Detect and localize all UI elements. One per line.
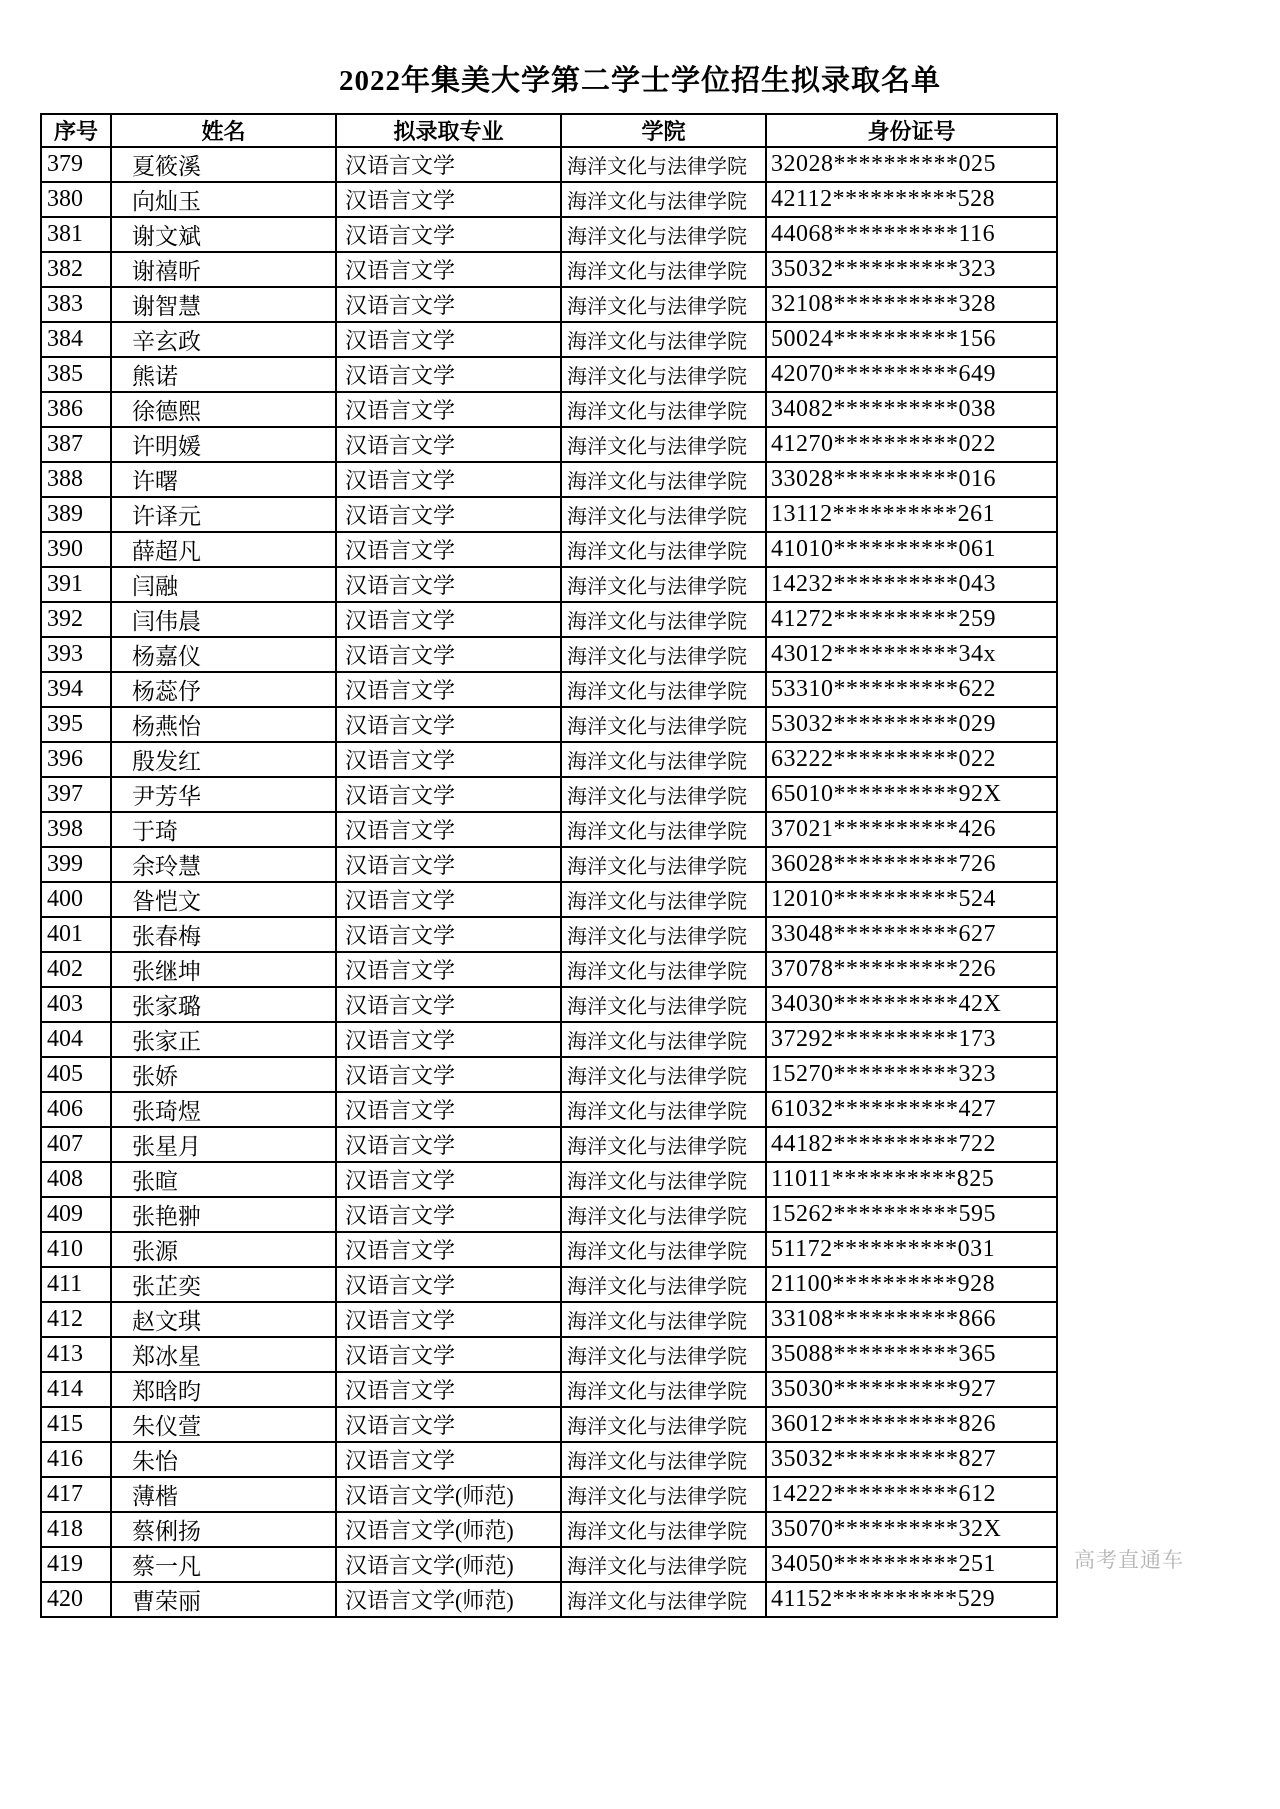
cell-name: 蔡一凡 [111,1547,336,1582]
cell-major: 汉语言文学 [336,357,561,392]
table-row [41,1372,1057,1407]
cell-college: 海洋文化与法律学院 [561,1337,766,1372]
cell-name: 郑晗昀 [111,1372,336,1407]
table-row [41,217,1057,252]
cell-name: 张春梅 [111,917,336,952]
cell-id-number: 12010**********524 [766,882,1057,917]
cell-id-number: 50024**********156 [766,322,1057,357]
page-title: 2022年集美大学第二学士学位招生拟录取名单 [338,65,941,97]
table-row [41,1197,1057,1232]
cell-major: 汉语言文学 [336,882,561,917]
cell-major: 汉语言文学 [336,217,561,252]
cell-seq: 389 [41,497,111,532]
cell-seq: 399 [41,847,111,882]
cell-college: 海洋文化与法律学院 [561,1407,766,1442]
table-row [41,1512,1057,1547]
cell-college: 海洋文化与法律学院 [561,1162,766,1197]
table-row [41,637,1057,672]
cell-seq: 414 [41,1372,111,1407]
cell-college: 海洋文化与法律学院 [561,497,766,532]
header-id-number: 身份证号 [766,114,1057,147]
cell-id-number: 41152**********529 [766,1582,1057,1617]
cell-college: 海洋文化与法律学院 [561,252,766,287]
cell-name: 闫伟晨 [111,602,336,637]
cell-college: 海洋文化与法律学院 [561,707,766,742]
cell-major: 汉语言文学 [336,602,561,637]
cell-id-number: 33048**********627 [766,917,1057,952]
table-row [41,462,1057,497]
cell-name: 夏筱溪 [111,147,336,182]
table-row [41,882,1057,917]
cell-college: 海洋文化与法律学院 [561,1127,766,1162]
cell-major: 汉语言文学 [336,1197,561,1232]
cell-name: 谢禧昕 [111,252,336,287]
cell-id-number: 37078**********226 [766,952,1057,987]
table-row [41,147,1057,182]
table-row [41,952,1057,987]
table-row [41,1302,1057,1337]
cell-id-number: 63222**********022 [766,742,1057,777]
table-row [41,532,1057,567]
cell-seq: 393 [41,637,111,672]
cell-id-number: 53310**********622 [766,672,1057,707]
cell-seq: 383 [41,287,111,322]
cell-major: 汉语言文学 [336,532,561,567]
cell-major: 汉语言文学 [336,1267,561,1302]
table-row [41,1162,1057,1197]
cell-major: 汉语言文学 [336,1092,561,1127]
cell-major: 汉语言文学 [336,1372,561,1407]
cell-major: 汉语言文学 [336,1057,561,1092]
cell-id-number: 36028**********726 [766,847,1057,882]
cell-major: 汉语言文学 [336,672,561,707]
cell-id-number: 35070**********32X [766,1512,1057,1547]
cell-id-number: 37292**********173 [766,1022,1057,1057]
cell-id-number: 34050**********251 [766,1547,1057,1582]
cell-seq: 392 [41,602,111,637]
cell-id-number: 35032**********827 [766,1442,1057,1477]
cell-name: 许曙 [111,462,336,497]
table-row [41,1232,1057,1267]
cell-id-number: 15262**********595 [766,1197,1057,1232]
cell-name: 尹芳华 [111,777,336,812]
table-row [41,602,1057,637]
cell-id-number: 41270**********022 [766,427,1057,462]
cell-name: 熊诺 [111,357,336,392]
cell-name: 辛玄政 [111,322,336,357]
table-row [41,357,1057,392]
table-row [41,672,1057,707]
cell-seq: 412 [41,1302,111,1337]
cell-name: 杨燕怡 [111,707,336,742]
cell-seq: 397 [41,777,111,812]
cell-college: 海洋文化与法律学院 [561,742,766,777]
cell-college: 海洋文化与法律学院 [561,462,766,497]
cell-seq: 402 [41,952,111,987]
cell-name: 张家璐 [111,987,336,1022]
cell-major: 汉语言文学 [336,462,561,497]
cell-id-number: 42112**********528 [766,182,1057,217]
cell-major: 汉语言文学 [336,252,561,287]
cell-name: 张家正 [111,1022,336,1057]
cell-college: 海洋文化与法律学院 [561,532,766,567]
table-row [41,987,1057,1022]
cell-seq: 408 [41,1162,111,1197]
cell-name: 张星月 [111,1127,336,1162]
cell-name: 谢文斌 [111,217,336,252]
cell-name: 闫融 [111,567,336,602]
cell-college: 海洋文化与法律学院 [561,1547,766,1582]
cell-name: 于琦 [111,812,336,847]
cell-name: 薛超凡 [111,532,336,567]
cell-college: 海洋文化与法律学院 [561,567,766,602]
cell-name: 朱仪萱 [111,1407,336,1442]
cell-seq: 406 [41,1092,111,1127]
cell-seq: 404 [41,1022,111,1057]
table-row [41,1057,1057,1092]
cell-seq: 381 [41,217,111,252]
cell-college: 海洋文化与法律学院 [561,427,766,462]
cell-college: 海洋文化与法律学院 [561,392,766,427]
cell-name: 杨蕊伃 [111,672,336,707]
header-major: 拟录取专业 [336,114,561,147]
cell-id-number: 34030**********42X [766,987,1057,1022]
cell-id-number: 43012**********34x [766,637,1057,672]
cell-name: 许译元 [111,497,336,532]
cell-major: 汉语言文学 [336,917,561,952]
cell-college: 海洋文化与法律学院 [561,1477,766,1512]
cell-seq: 405 [41,1057,111,1092]
cell-college: 海洋文化与法律学院 [561,147,766,182]
table-row [41,777,1057,812]
cell-college: 海洋文化与法律学院 [561,357,766,392]
watermark: 高考直通车 [1074,1549,1184,1572]
cell-college: 海洋文化与法律学院 [561,952,766,987]
cell-name: 郑冰星 [111,1337,336,1372]
cell-id-number: 65010**********92X [766,777,1057,812]
cell-name: 许明媛 [111,427,336,462]
cell-seq: 395 [41,707,111,742]
cell-seq: 387 [41,427,111,462]
cell-name: 曹荣丽 [111,1582,336,1617]
cell-college: 海洋文化与法律学院 [561,1582,766,1617]
cell-id-number: 14232**********043 [766,567,1057,602]
cell-major: 汉语言文学 [336,952,561,987]
cell-college: 海洋文化与法律学院 [561,1092,766,1127]
cell-major: 汉语言文学 [336,322,561,357]
cell-seq: 418 [41,1512,111,1547]
cell-name: 余玲慧 [111,847,336,882]
table-row [41,182,1057,217]
cell-id-number: 37021**********426 [766,812,1057,847]
table-row [41,847,1057,882]
cell-name: 杨嘉仪 [111,637,336,672]
cell-seq: 391 [41,567,111,602]
table-row [41,497,1057,532]
cell-id-number: 44068**********116 [766,217,1057,252]
cell-major: 汉语言文学 [336,1162,561,1197]
cell-id-number: 42070**********649 [766,357,1057,392]
cell-id-number: 53032**********029 [766,707,1057,742]
cell-name: 张暄 [111,1162,336,1197]
cell-college: 海洋文化与法律学院 [561,637,766,672]
cell-id-number: 33108**********866 [766,1302,1057,1337]
cell-major: 汉语言文学 [336,1442,561,1477]
table-row [41,287,1057,322]
cell-seq: 417 [41,1477,111,1512]
cell-college: 海洋文化与法律学院 [561,217,766,252]
cell-seq: 394 [41,672,111,707]
cell-major: 汉语言文学 [336,287,561,322]
cell-name: 徐德熙 [111,392,336,427]
cell-seq: 386 [41,392,111,427]
cell-name: 蔡俐扬 [111,1512,336,1547]
cell-major: 汉语言文学 [336,1337,561,1372]
cell-major: 汉语言文学 [336,847,561,882]
cell-id-number: 33028**********016 [766,462,1057,497]
cell-major: 汉语言文学(师范) [336,1547,561,1582]
cell-id-number: 51172**********031 [766,1232,1057,1267]
cell-college: 海洋文化与法律学院 [561,1302,766,1337]
admission-table [40,113,1058,1618]
table-row [41,1582,1057,1617]
table-row [41,252,1057,287]
cell-seq: 384 [41,322,111,357]
cell-id-number: 15270**********323 [766,1057,1057,1092]
cell-id-number: 13112**********261 [766,497,1057,532]
table-row [41,1127,1057,1162]
cell-major: 汉语言文学(师范) [336,1477,561,1512]
cell-name: 殷发红 [111,742,336,777]
cell-college: 海洋文化与法律学院 [561,987,766,1022]
cell-college: 海洋文化与法律学院 [561,777,766,812]
cell-id-number: 35030**********927 [766,1372,1057,1407]
cell-major: 汉语言文学 [336,567,561,602]
cell-major: 汉语言文学 [336,777,561,812]
header-college: 学院 [561,114,766,147]
cell-major: 汉语言文学 [336,182,561,217]
cell-name: 张芷奕 [111,1267,336,1302]
cell-seq: 396 [41,742,111,777]
cell-seq: 379 [41,147,111,182]
table-row [41,1477,1057,1512]
cell-college: 海洋文化与法律学院 [561,882,766,917]
cell-name: 张继坤 [111,952,336,987]
cell-seq: 398 [41,812,111,847]
cell-college: 海洋文化与法律学院 [561,1232,766,1267]
cell-name: 昝恺文 [111,882,336,917]
cell-id-number: 14222**********612 [766,1477,1057,1512]
cell-college: 海洋文化与法律学院 [561,322,766,357]
cell-seq: 400 [41,882,111,917]
cell-id-number: 41272**********259 [766,602,1057,637]
cell-seq: 416 [41,1442,111,1477]
cell-college: 海洋文化与法律学院 [561,1057,766,1092]
cell-major: 汉语言文学 [336,147,561,182]
cell-major: 汉语言文学 [336,1127,561,1162]
cell-name: 张琦煜 [111,1092,336,1127]
cell-major: 汉语言文学 [336,427,561,462]
cell-seq: 410 [41,1232,111,1267]
cell-major: 汉语言文学 [336,392,561,427]
cell-name: 谢智慧 [111,287,336,322]
cell-college: 海洋文化与法律学院 [561,847,766,882]
table-row [41,392,1057,427]
table-row [41,1407,1057,1442]
cell-major: 汉语言文学(师范) [336,1582,561,1617]
cell-name: 张艳翀 [111,1197,336,1232]
cell-seq: 415 [41,1407,111,1442]
cell-major: 汉语言文学(师范) [336,1512,561,1547]
cell-college: 海洋文化与法律学院 [561,182,766,217]
table-body [41,147,1057,1617]
cell-seq: 382 [41,252,111,287]
cell-seq: 403 [41,987,111,1022]
table-row [41,812,1057,847]
cell-id-number: 34082**********038 [766,392,1057,427]
table-row [41,1267,1057,1302]
cell-seq: 388 [41,462,111,497]
cell-college: 海洋文化与法律学院 [561,1372,766,1407]
cell-id-number: 35032**********323 [766,252,1057,287]
cell-id-number: 32028**********025 [766,147,1057,182]
cell-college: 海洋文化与法律学院 [561,672,766,707]
cell-college: 海洋文化与法律学院 [561,917,766,952]
cell-college: 海洋文化与法律学院 [561,602,766,637]
cell-name: 向灿玉 [111,182,336,217]
table-row [41,1442,1057,1477]
table-row [41,322,1057,357]
cell-seq: 413 [41,1337,111,1372]
cell-name: 张娇 [111,1057,336,1092]
cell-college: 海洋文化与法律学院 [561,1512,766,1547]
table-header-row [41,114,1057,147]
cell-major: 汉语言文学 [336,1302,561,1337]
table-row [41,917,1057,952]
cell-id-number: 35088**********365 [766,1337,1057,1372]
cell-seq: 407 [41,1127,111,1162]
cell-seq: 401 [41,917,111,952]
cell-id-number: 21100**********928 [766,1267,1057,1302]
cell-major: 汉语言文学 [336,497,561,532]
table-row [41,567,1057,602]
cell-id-number: 44182**********722 [766,1127,1057,1162]
cell-name: 薄楷 [111,1477,336,1512]
cell-name: 赵文琪 [111,1302,336,1337]
cell-seq: 409 [41,1197,111,1232]
table-row [41,427,1057,462]
cell-seq: 420 [41,1582,111,1617]
cell-major: 汉语言文学 [336,637,561,672]
cell-id-number: 36012**********826 [766,1407,1057,1442]
cell-college: 海洋文化与法律学院 [561,1442,766,1477]
header-name: 姓名 [111,114,336,147]
table-row [41,1547,1057,1582]
cell-college: 海洋文化与法律学院 [561,1197,766,1232]
cell-seq: 380 [41,182,111,217]
cell-seq: 385 [41,357,111,392]
table-row [41,1337,1057,1372]
cell-major: 汉语言文学 [336,812,561,847]
table-row [41,1022,1057,1057]
cell-college: 海洋文化与法律学院 [561,1022,766,1057]
cell-major: 汉语言文学 [336,1022,561,1057]
cell-college: 海洋文化与法律学院 [561,812,766,847]
cell-seq: 419 [41,1547,111,1582]
cell-name: 朱怡 [111,1442,336,1477]
table-row [41,1092,1057,1127]
header-seq: 序号 [41,114,111,147]
cell-name: 张源 [111,1232,336,1267]
cell-college: 海洋文化与法律学院 [561,1267,766,1302]
table-row [41,742,1057,777]
cell-id-number: 32108**********328 [766,287,1057,322]
cell-seq: 411 [41,1267,111,1302]
cell-major: 汉语言文学 [336,742,561,777]
cell-id-number: 11011**********825 [766,1162,1057,1197]
cell-seq: 390 [41,532,111,567]
cell-major: 汉语言文学 [336,1232,561,1267]
cell-major: 汉语言文学 [336,707,561,742]
cell-id-number: 41010**********061 [766,532,1057,567]
table-row [41,707,1057,742]
cell-major: 汉语言文学 [336,987,561,1022]
cell-college: 海洋文化与法律学院 [561,287,766,322]
cell-id-number: 61032**********427 [766,1092,1057,1127]
cell-major: 汉语言文学 [336,1407,561,1442]
